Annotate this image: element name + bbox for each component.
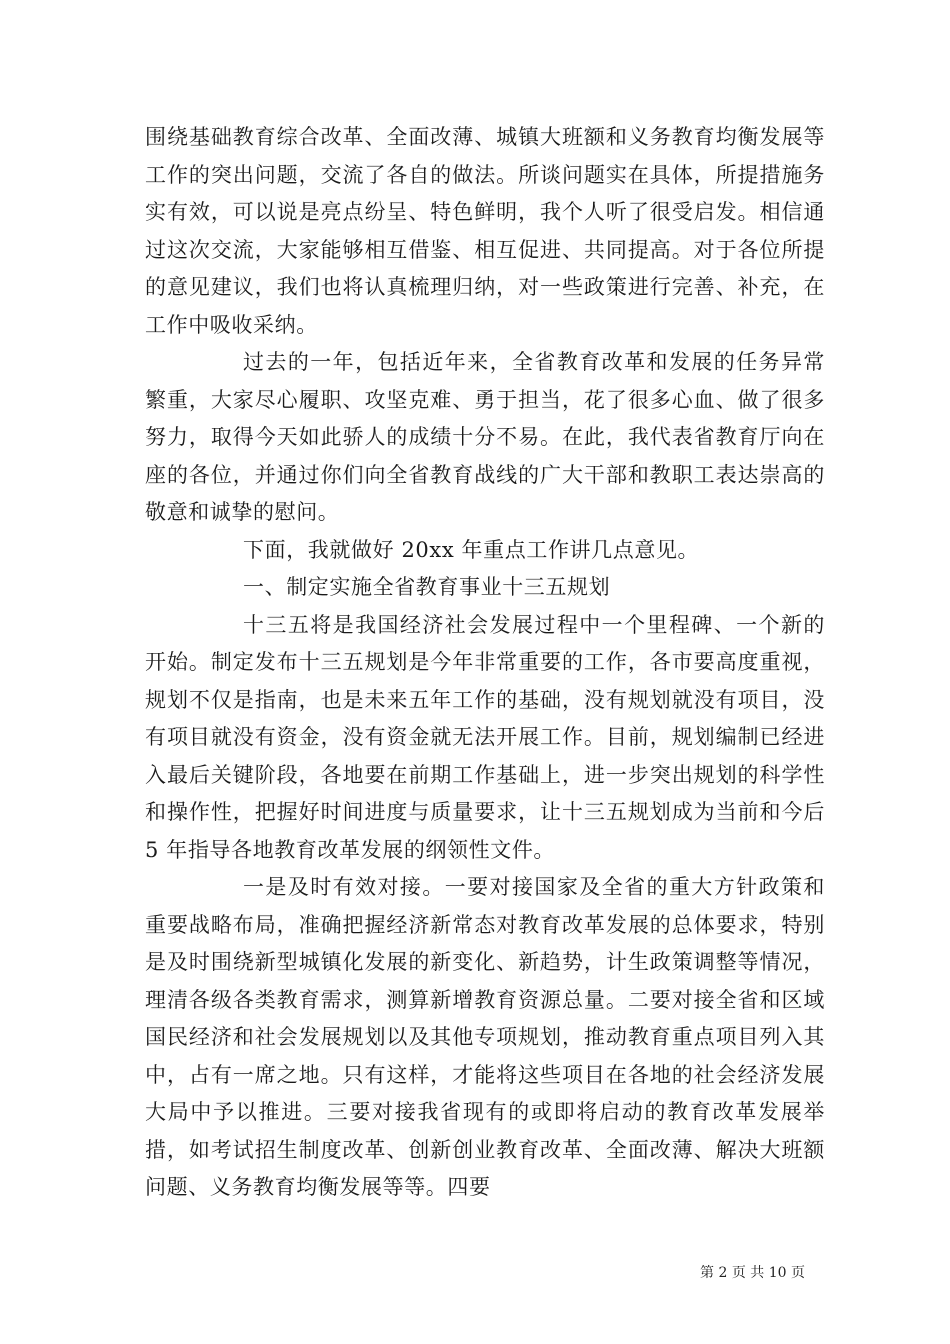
paragraph-4: 十三五将是我国经济社会发展过程中一个里程碑、一个新的开始。制定发布十三五规划是今年非常重要的工作，各市要高度重视，规划不仅是指南，也是未来五年工作的基础，没有规划就没有项目，没有项目就没有资金，没有资金就无法开展工作。目前，规划编制已经进入最后关键阶段，各地要在前期工作基础上，进一步突出规划的科学性和操作性，把握好时间进度与质量要求，让十三五规划成为当前和今后 5 年指导各地教育改革发展的纲领性文件。 [145, 612, 825, 862]
paragraph-2: 过去的一年，包括近年来，全省教育改革和发展的任务异常繁重，大家尽心履职、攻坚克难、勇于担当，花了很多心血、做了很多努力，取得今天如此骄人的成绩十分不易。在此，我代表省教育厅向在座的各位，并通过你们向全省教育战线的广大干部和教职工表达崇高的敬意和诚挚的慰问。 [145, 350, 825, 524]
paragraph-5: 一是及时有效对接。一要对接国家及全省的重大方针政策和重要战略布局，准确把握经济新常态对教育改革发展的总体要求，特别是及时围绕新型城镇化发展的新变化、新趋势，计生政策调整等情况，理清各级各类教育需求，测算新增教育资源总量。二要对接全省和区域国民经济和社会发展规划以及其他专项规划，推动教育重点项目列入其中，占有一席之地。只有这样，才能将这些项目在各地的社会经济发展大局中予以推进。三要对接我省现有的或即将启动的教育改革发展举措，如考试招生制度改革、创新创业教育改革、全面改薄、解决大班额问题、义务教育均衡发展等等。四要 [145, 875, 825, 1199]
paragraph-1: 围绕基础教育综合改革、全面改薄、城镇大班额和义务教育均衡发展等工作的突出问题，交流了各自的做法。所谈问题实在具体，所提措施务实有效，可以说是亮点纷呈、特色鲜明，我个人听了很受启发。相信通过这次交流，大家能够相互借鉴、相互促进、共同提高。对于各位所提的意见建议，我们也将认真梳理归纳，对一些政策进行完善、补充，在工作中吸收采纳。 [145, 125, 825, 337]
page-number: 第 2 页 共 10 页 [700, 1265, 805, 1281]
section-heading-1: 一、制定实施全省教育事业十三五规划 [243, 575, 611, 599]
paragraph-3: 下面，我就做好 20xx 年重点工作讲几点意见。 [243, 537, 700, 562]
document-body [145, 119, 825, 1207]
